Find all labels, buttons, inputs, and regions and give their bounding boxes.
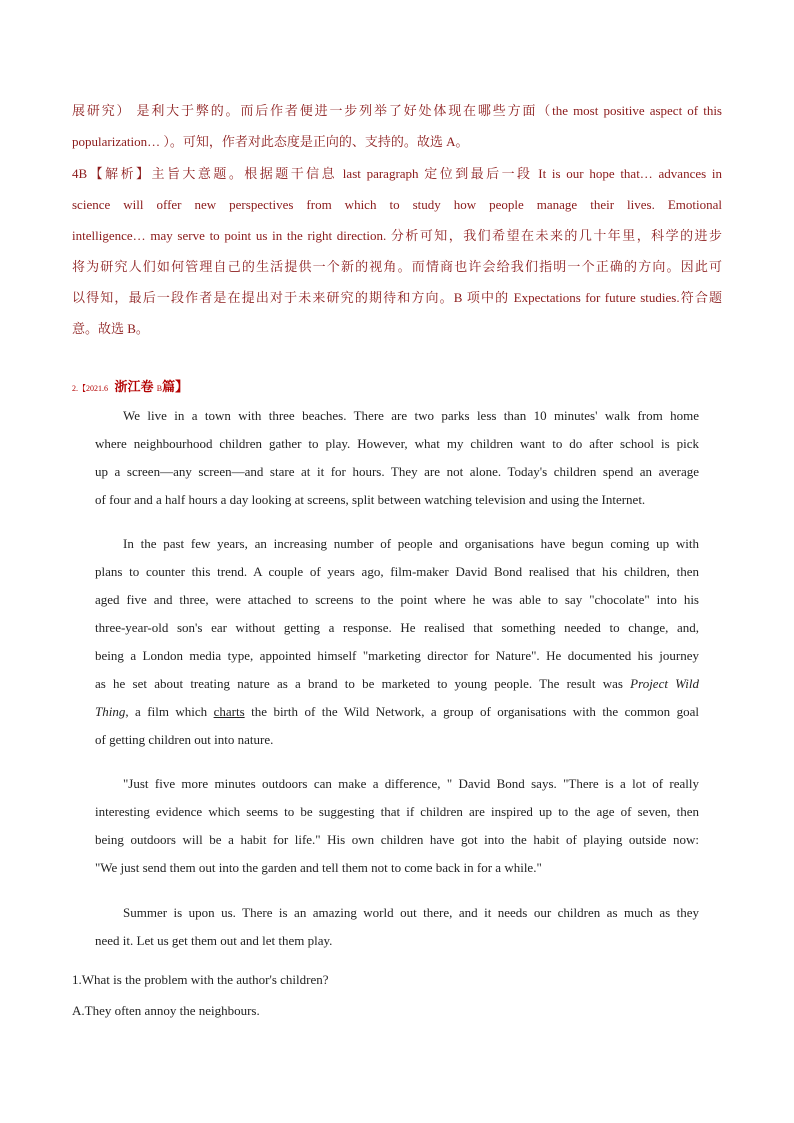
analysis-4b-line3: intelligence… may serve to point us in the right direction. 分析可知，我们希望在未来的几十年里，科学的进步	[72, 228, 722, 243]
question-1-option-a: A.They often annoy the neighbours.	[72, 1003, 260, 1018]
p2-line6-text: as he set about treating nature as a brand to be marketed to young people. The result was	[95, 676, 623, 691]
analysis-4b-line2: science will offer new perspectives from which to study how people manage their lives. Emotional	[72, 197, 722, 212]
passage-paragraph-3	[95, 770, 699, 882]
heading-part: B	[156, 384, 163, 393]
p3-line: "We just send them out into the garden and tell them not to come back in for a while."	[95, 860, 542, 875]
p3-line: interesting evidence which seems to be suggesting that if children are inspired up to the age of seven, then	[95, 804, 699, 819]
p1-line: We live in a town with three beaches. There are two parks less than 10 minutes' walk from home	[123, 408, 699, 423]
p2-line: plans to counter this trend. A couple of years ago, film-maker David Bond realised that his children, then	[95, 564, 699, 579]
heading-end: 篇】	[162, 379, 189, 394]
film-title-part2: Thing	[95, 704, 126, 719]
analysis-4b	[72, 158, 722, 344]
heading-year: 2021.6	[86, 384, 108, 393]
word-charts: charts	[213, 704, 245, 719]
p2-line7-end: the birth of the Wild Network, a group of organisations with the common goal	[244, 704, 699, 719]
p1-line: up a screen—any screen—and stare at it for hours. They are not alone. Today's children spend an average	[95, 464, 699, 479]
p2-after-title: , a film which	[125, 704, 214, 719]
analysis-4b-line6: 意。故选 B。	[72, 321, 149, 336]
analysis-prev-line2: popularization… ）。可知，作者对此态度是正向的、支持的。故选 A。	[72, 134, 469, 149]
p1-line: of four and a half hours a day looking at screens, split between watching television and using the Internet.	[95, 492, 646, 507]
p2-line: aged five and three, were attached to screens to the point where he was able to say "chocolate" into his	[95, 592, 699, 607]
p2-line: In the past few years, an increasing number of people and organisations have begun coming up with	[123, 536, 699, 551]
p3-line: "Just five more minutes outdoors can make a difference, " David Bond says. "There is a lot of really	[123, 776, 699, 791]
p2-line: three-year-old son's ear without getting a response. He realised that something needed to change, and,	[95, 620, 699, 635]
p3-line: being outdoors will be a habit for life." His own children have got into the habit of playing outside now:	[95, 832, 699, 847]
p4-line: Summer is upon us. There is an amazing world out there, and it needs our children as much as they	[123, 905, 699, 920]
analysis-4b-line1: 4B【解析】主旨大意题。根据题干信息 last paragraph 定位到最后一段 It is our hope that… advances in	[72, 166, 722, 181]
p1-line: where neighbourhood children gather to play. However, what my children want to do after school is pick	[95, 436, 699, 451]
analysis-4b-line5: 以得知，最后一段作者是在提出对于未来研究的期待和方向。B 项中的 Expectations for future studies.符合题	[72, 290, 722, 305]
analysis-previous	[72, 95, 722, 157]
question-1: 1.What is the problem with the author's children?	[72, 972, 329, 987]
p2-line: being a London media type, appointed himself "marketing director for Nature". He documented his journey	[95, 648, 699, 663]
p2-line-with-charts	[95, 698, 699, 726]
analysis-prev-line1: 展研究） 是利大于弊的。而后作者便进一步列举了好处体现在哪些方面（the most positive aspect of this	[72, 103, 722, 118]
passage-paragraph-4	[95, 899, 699, 955]
section-heading	[72, 376, 188, 395]
p4-line: need it. Let us get them out and let them play.	[95, 933, 333, 948]
heading-source: 浙江卷	[114, 379, 154, 394]
film-title-part1: Project Wild	[630, 676, 699, 691]
p2-line-with-title	[95, 670, 699, 698]
passage-paragraph-2	[95, 530, 699, 754]
passage-paragraph-1	[95, 402, 699, 514]
p2-line: of getting children out into nature.	[95, 732, 274, 747]
analysis-4b-line4: 将为研究人们如何管理自己的生活提供一个新的视角。而情商也许会给我们指明一个正确的方向。因此可	[72, 259, 722, 274]
heading-num: 2.【	[72, 384, 86, 393]
